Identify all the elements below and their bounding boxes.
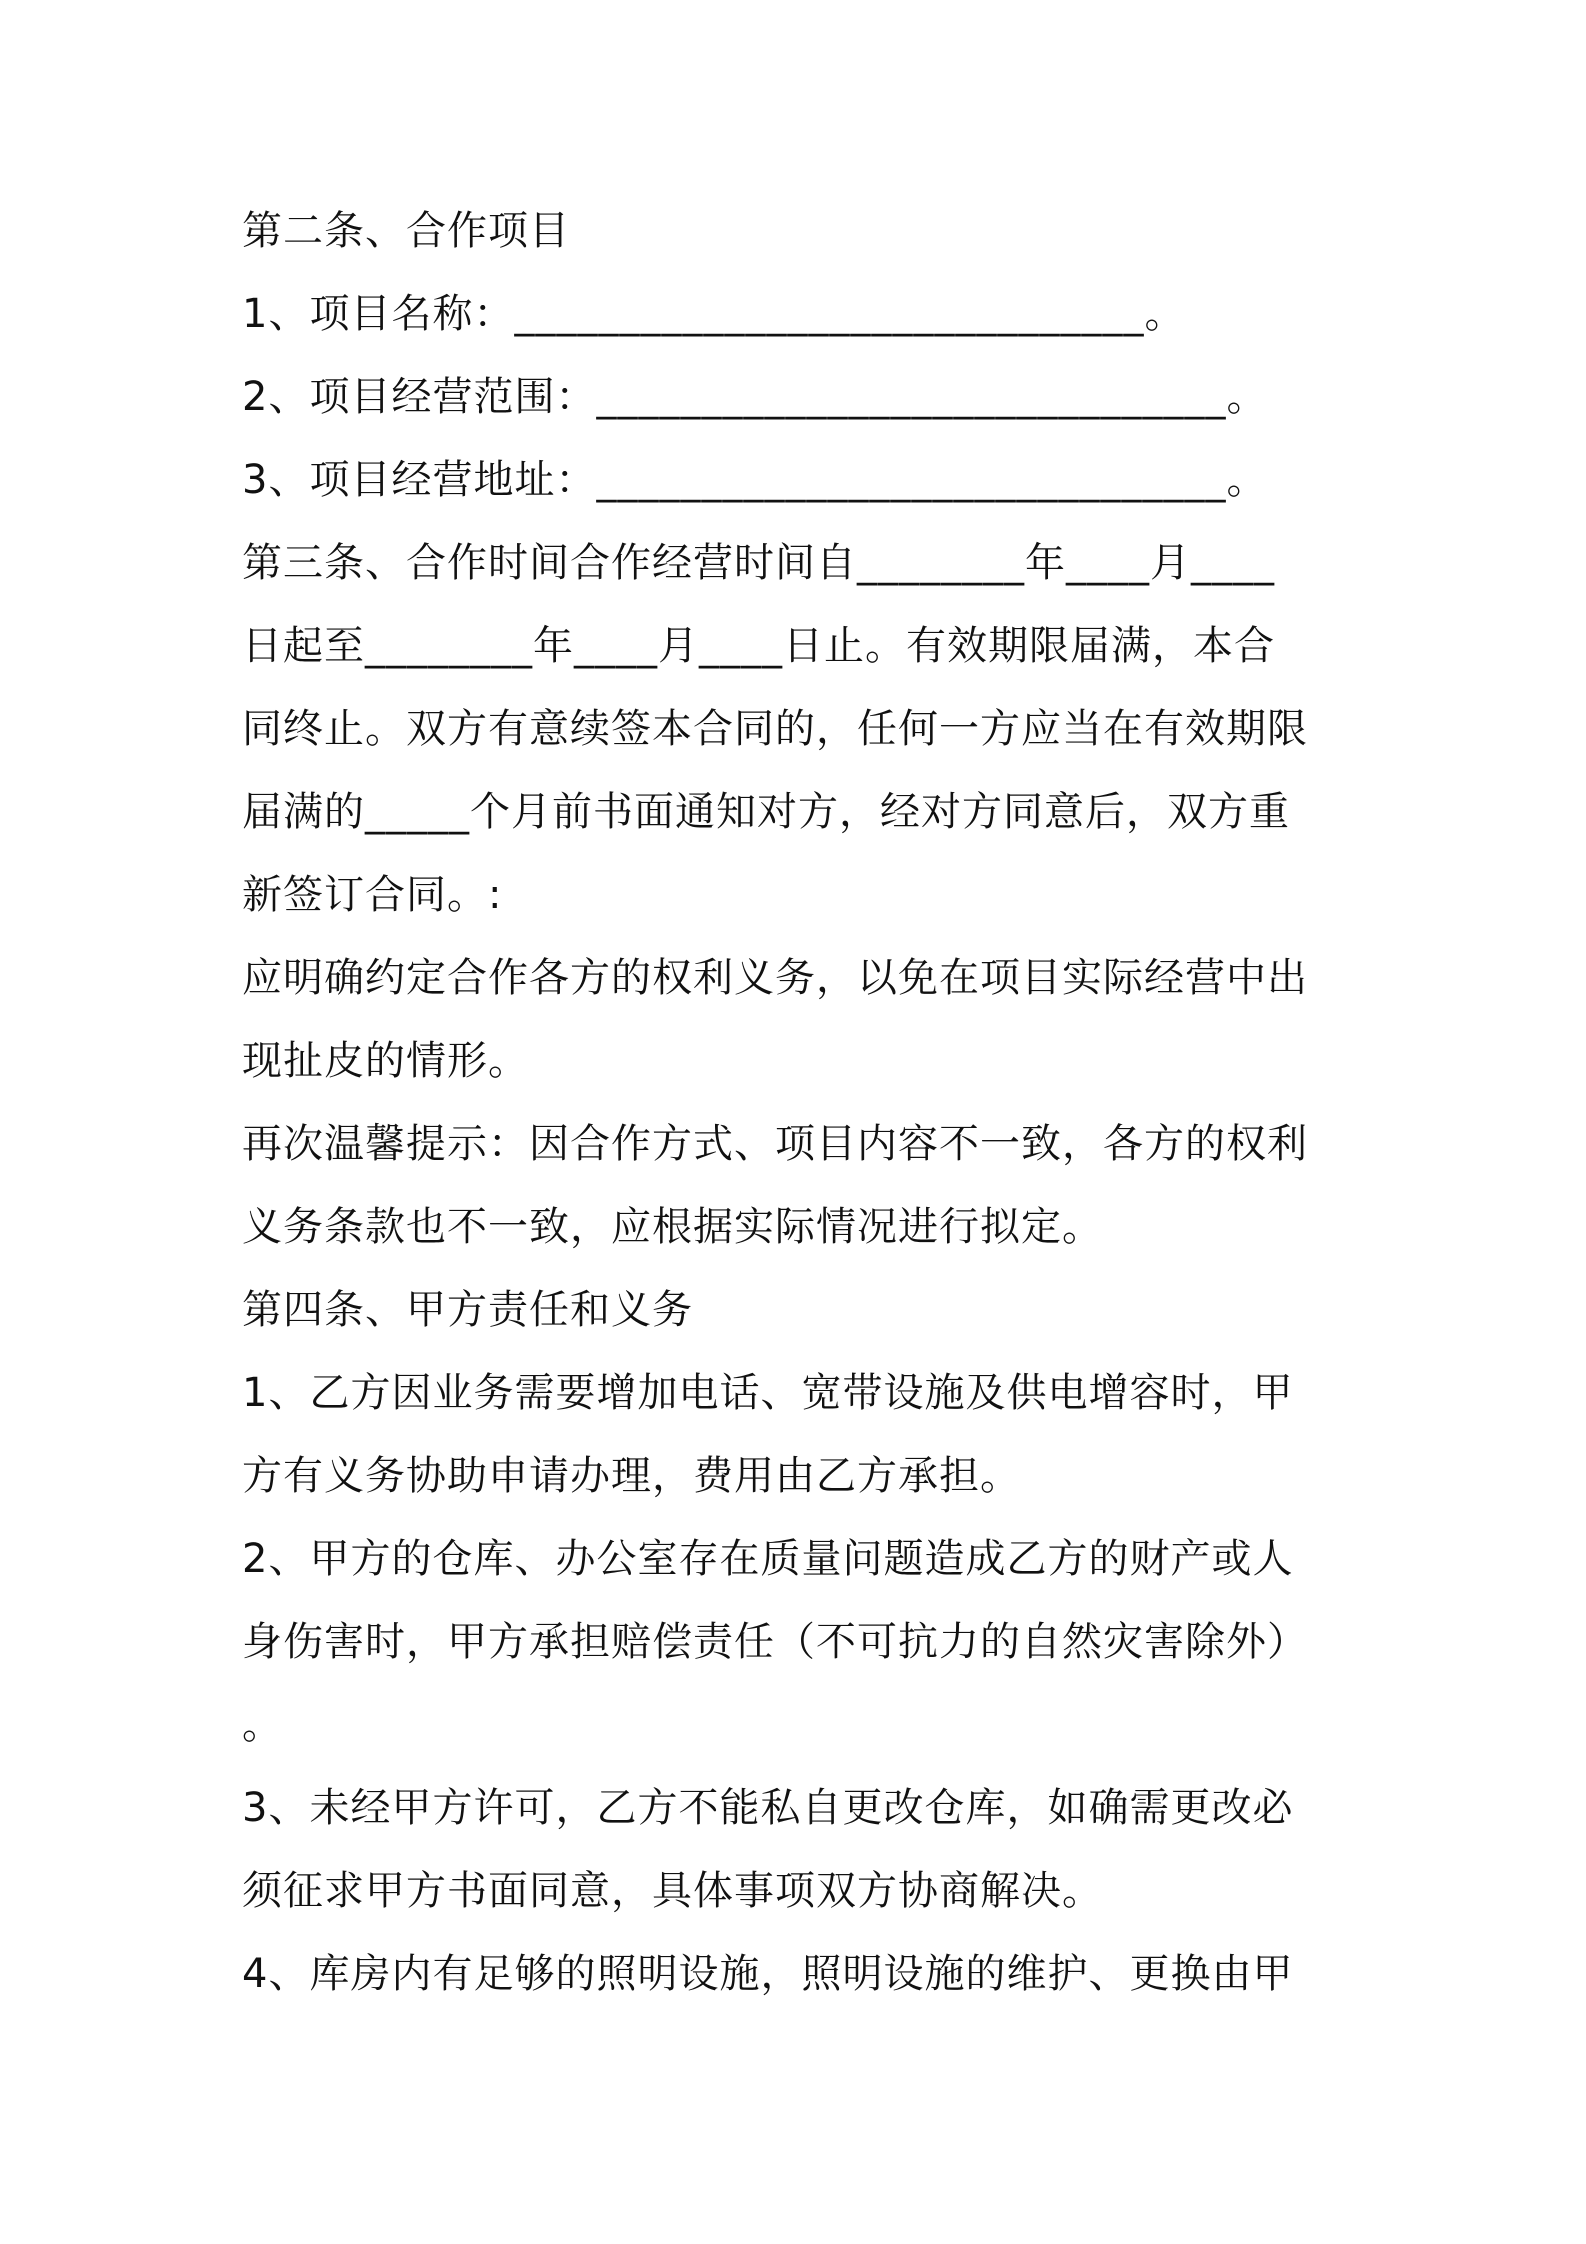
cooperation-time-line-2: 日起至________年____月____日止。有效期限届满，本合 xyxy=(242,623,1275,669)
cooperation-time-line-5: 新签订合同。: xyxy=(242,872,503,918)
duty-1-line-2: 方有义务协助申请办理，费用由乙方承担。 xyxy=(242,1453,1021,1499)
section-heading-cooperation-project: 第二条、合作项目 xyxy=(242,208,570,254)
project-name-line: 1、项目名称：______________________________。 xyxy=(242,291,1186,337)
reminder-line-1: 再次温馨提示：因合作方式、项目内容不一致，各方的权利 xyxy=(242,1121,1308,1167)
reminder-line-2: 义务条款也不一致，应根据实际情况进行拟定。 xyxy=(242,1204,1103,1250)
project-scope-line: 2、项目经营范围：______________________________。 xyxy=(242,374,1268,420)
note-line-2: 现扯皮的情形。 xyxy=(242,1038,529,1084)
cooperation-time-line-3: 同终止。双方有意续签本合同的，任何一方应当在有效期限 xyxy=(242,706,1308,752)
document-body xyxy=(242,190,1357,2016)
duty-1-line-1: 1、乙方因业务需要增加电话、宽带设施及供电增容时，甲 xyxy=(242,1370,1294,1416)
duty-2-line-1: 2、甲方的仓库、办公室存在质量问题造成乙方的财产或人 xyxy=(242,1536,1294,1582)
note-line-1: 应明确约定合作各方的权利义务，以免在项目实际经营中出 xyxy=(242,955,1308,1001)
duty-3-line-1: 3、未经甲方许可，乙方不能私自更改仓库，如确需更改必 xyxy=(242,1785,1294,1831)
duty-3-line-2: 须征求甲方书面同意，具体事项双方协商解决。 xyxy=(242,1868,1103,1914)
cooperation-time-line-1: 第三条、合作时间合作经营时间自________年____月____ xyxy=(242,540,1275,586)
duty-4-line-1: 4、库房内有足够的照明设施，照明设施的维护、更换由甲 xyxy=(242,1951,1294,1997)
cooperation-time-line-4: 届满的_____个月前书面通知对方，经对方同意后，双方重 xyxy=(242,789,1290,835)
project-address-line: 3、项目经营地址：______________________________。 xyxy=(242,457,1268,503)
section-heading-party-a-duties: 第四条、甲方责任和义务 xyxy=(242,1287,693,1333)
duty-2-line-2: 身伤害时，甲方承担赔偿责任（不可抗力的自然灾害除外） xyxy=(242,1619,1308,1665)
duty-2-line-3: 。 xyxy=(242,1702,283,1748)
